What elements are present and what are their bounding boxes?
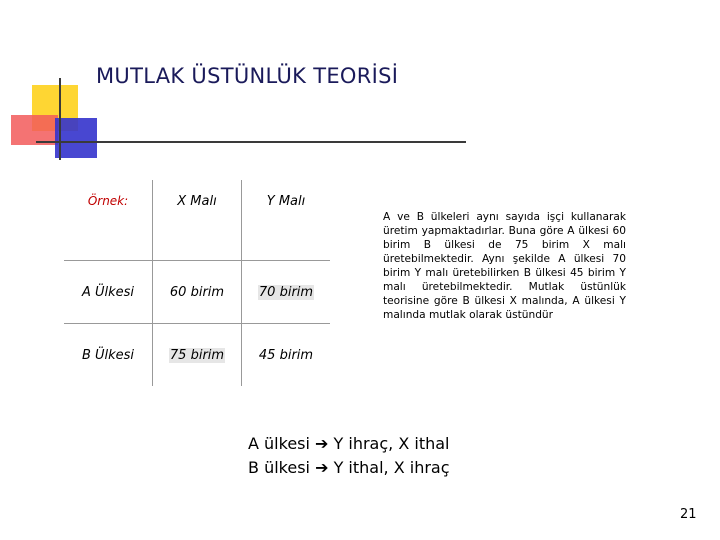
header-x-good: X Malı — [153, 180, 242, 261]
arrow-right-icon: ➔ — [315, 434, 329, 453]
table-row — [64, 261, 330, 324]
cell-b-x-value: 75 birim — [169, 347, 225, 363]
result-text-b: Y ithal, X ihraç — [333, 458, 450, 477]
cell-a-x: 60 birim — [153, 261, 242, 324]
result-line-b — [248, 456, 450, 480]
row-label-a: A Ülkesi — [64, 261, 153, 324]
row-label-b: B Ülkesi — [64, 324, 153, 387]
header-y-good: Y Malı — [242, 180, 331, 261]
result-line-a — [248, 432, 450, 456]
production-table — [64, 180, 330, 386]
page-number: 21 — [680, 507, 697, 522]
cell-b-y: 45 birim — [258, 347, 314, 363]
slide-title: MUTLAK ÜSTÜNLÜK TEORİSİ — [96, 64, 399, 88]
decor-vertical-line — [59, 78, 61, 160]
trade-result — [248, 432, 450, 480]
explanation-paragraph: A ve B ülkeleri aynı sayıda işçi kullanarak üretim yapmaktadırlar. Buna göre A ülkesi 60 birim B ülkesi de 75 birim X malı üretebilmektedir. Aynı şekilde A ülkesi 70 birim Y malı üretebilirken B ülkesi 45 birim Y malı üretebilmektedir. Mutlak üstünlük teorisine göre B ülkesi X malında, A ülkesi Y malında mutlak olarak üstündür — [383, 211, 626, 321]
cell-a-y — [242, 261, 331, 324]
cell-b-x — [153, 324, 242, 387]
decor-blue-square — [55, 118, 97, 158]
example-label: Örnek: — [64, 180, 153, 261]
result-subject-b: B ülkesi — [248, 458, 310, 477]
result-text-a: Y ihraç, X ithal — [333, 434, 450, 453]
cell-a-y-value: 70 birim — [258, 284, 314, 300]
table-row — [64, 324, 330, 387]
result-subject-a: A ülkesi — [248, 434, 310, 453]
decor-horizontal-line — [36, 141, 466, 143]
arrow-right-icon: ➔ — [315, 458, 329, 477]
table-header-row — [64, 180, 330, 261]
